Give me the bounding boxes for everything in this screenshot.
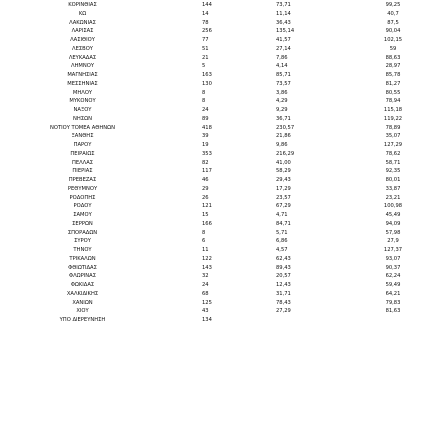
cases-cell: 14 xyxy=(202,10,209,17)
region-name-cell: ΡΕΘΥΜΝΟΥ xyxy=(67,185,98,192)
regional-cases-table xyxy=(0,1,424,325)
rate-cell: 78,89 xyxy=(385,124,401,131)
table-row xyxy=(0,264,424,273)
cases-cell: 43 xyxy=(202,308,209,315)
rate-cell: 33,87 xyxy=(385,185,401,192)
cases-cell: 418 xyxy=(202,124,212,131)
rate-cell: 80,01 xyxy=(385,177,401,183)
daily-average-cell: 5,71 xyxy=(276,229,288,236)
daily-average-cell: 4,14 xyxy=(276,63,288,70)
daily-average-cell: 4,29 xyxy=(276,98,288,105)
daily-average-cell: 3,86 xyxy=(276,89,288,96)
cases-cell: 24 xyxy=(202,107,209,113)
rate-cell: 87,5 xyxy=(387,19,399,26)
daily-average-cell: 36,43 xyxy=(276,19,291,26)
rate-cell: 85,78 xyxy=(385,72,401,78)
region-name-cell: ΜΑΓΝΗΣΙΑΣ xyxy=(67,72,98,78)
rate-cell: 58,71 xyxy=(385,159,401,166)
region-name-cell: ΝΑΞΟΥ xyxy=(73,107,92,113)
cases-cell: 6 xyxy=(202,238,206,245)
rate-cell: 27,9 xyxy=(387,238,399,245)
cases-cell: 29 xyxy=(202,185,209,192)
rate-cell: 78,94 xyxy=(385,98,401,105)
region-name-cell: ΠΡΕΒΕΖΑΣ xyxy=(68,177,97,183)
region-name-cell: ΠΙΕΡΙΑΣ xyxy=(72,168,93,175)
cases-cell: 78 xyxy=(202,19,209,26)
region-name-cell: ΚΟΡΙΝΘΙΑΣ xyxy=(68,2,97,8)
region-name-cell: ΜΥΚΟΝΟΥ xyxy=(69,98,96,105)
rate-cell: 81,63 xyxy=(385,308,401,315)
table-row xyxy=(0,211,424,220)
cases-cell: 8 xyxy=(202,89,206,96)
table-row xyxy=(0,106,424,115)
region-name-cell: ΛΑΡΙΣΑΣ xyxy=(71,28,94,35)
region-name-cell: ΦΘΙΩΤΙΔΑΣ xyxy=(68,264,97,271)
cases-cell: 21 xyxy=(202,54,209,61)
region-name-cell: ΜΗΛΟΥ xyxy=(72,89,93,96)
table-row xyxy=(0,45,424,54)
region-name-cell: ΧΑΝΙΩΝ xyxy=(72,299,93,306)
daily-average-cell: 27,14 xyxy=(276,45,291,52)
rate-cell: 99,25 xyxy=(385,2,401,8)
region-name-cell: ΦΛΩΡΙΝΑΣ xyxy=(69,273,96,280)
region-name-cell: ΛΕΥΚΑΔΑΣ xyxy=(68,54,97,61)
table-row xyxy=(0,281,424,290)
cases-cell: 134 xyxy=(202,317,212,323)
table-row xyxy=(0,80,424,89)
daily-average-cell: 7,86 xyxy=(276,54,288,61)
region-name-cell: ΧΑΛΚΙΔΙΚΗΣ xyxy=(66,290,99,297)
table-row xyxy=(0,36,424,45)
table-row xyxy=(0,97,424,106)
rate-cell: 119,22 xyxy=(383,115,403,122)
region-name-cell: ΛΑΚΩΝΙΑΣ xyxy=(69,19,96,26)
cases-cell: 143 xyxy=(202,264,212,271)
daily-average-cell: 4,71 xyxy=(276,212,288,218)
cases-cell: 125 xyxy=(202,299,212,306)
daily-average-cell: 6,86 xyxy=(276,238,288,245)
daily-average-cell: 36,71 xyxy=(276,115,291,122)
region-name-cell: ΣΠΟΡΑΔΩΝ xyxy=(67,229,98,236)
region-name-cell: ΛΕΣΒΟΥ xyxy=(72,45,93,52)
table-row xyxy=(0,229,424,238)
table-row xyxy=(0,307,424,316)
daily-average-cell: 135,14 xyxy=(276,28,295,35)
cases-cell: 163 xyxy=(202,72,212,78)
table-row xyxy=(0,167,424,176)
table-row xyxy=(0,290,424,299)
region-name-cell: ΣΕΡΡΩΝ xyxy=(72,220,93,227)
cases-cell: 82 xyxy=(202,159,209,166)
region-name-cell: ΛΗΜΝΟΥ xyxy=(70,63,95,70)
daily-average-cell: 230,57 xyxy=(276,124,295,131)
region-name-cell: ΣΑΜΟΥ xyxy=(73,212,92,218)
daily-average-cell: 31,71 xyxy=(276,290,291,297)
table-row xyxy=(0,185,424,194)
cases-cell: 46 xyxy=(202,177,209,183)
daily-average-cell: 85,71 xyxy=(276,72,291,78)
table-row xyxy=(0,124,424,133)
daily-average-cell: 84,71 xyxy=(276,220,291,227)
rate-cell: 64,21 xyxy=(385,290,401,297)
cases-cell: 122 xyxy=(202,255,212,262)
cases-cell: 39 xyxy=(202,133,209,140)
rate-cell: 28,97 xyxy=(385,63,401,70)
region-name-cell: ΠΕΛΛΑΣ xyxy=(71,159,94,166)
rate-cell: 59 xyxy=(389,45,397,52)
table-row xyxy=(0,255,424,264)
rate-cell: 45,49 xyxy=(385,212,401,218)
rate-cell: 80,55 xyxy=(385,89,401,96)
rate-cell: 90,04 xyxy=(385,28,401,35)
rate-cell: 62,24 xyxy=(385,273,401,280)
cases-cell: 353 xyxy=(202,150,212,157)
table-row xyxy=(0,176,424,185)
region-name-cell: ΝΟΤΙΟΥ ΤΟΜΕΑ ΑΘΗΝΩΝ xyxy=(49,124,116,131)
region-name-cell: ΠΑΡΟΥ xyxy=(73,142,92,148)
cases-cell: 15 xyxy=(202,212,209,218)
region-name-cell: ΤΡΙΚΑΛΩΝ xyxy=(69,255,96,262)
daily-average-cell: 20,57 xyxy=(276,273,291,280)
cases-cell: 51 xyxy=(202,45,209,52)
daily-average-cell: 73,57 xyxy=(276,80,291,87)
table-row xyxy=(0,194,424,203)
table-row xyxy=(0,10,424,19)
cases-cell: 68 xyxy=(202,290,209,297)
cases-cell: 166 xyxy=(202,220,212,227)
daily-average-cell: 29,43 xyxy=(276,177,291,183)
cases-cell: 19 xyxy=(202,142,209,148)
daily-average-cell: 27,29 xyxy=(276,308,291,315)
region-name-cell: ΝΗΣΩΝ xyxy=(73,115,92,122)
cases-cell: 117 xyxy=(202,168,212,175)
region-name-cell: ΚΩ xyxy=(78,10,87,17)
region-name-cell: ΡΟΔΟΠΗΣ xyxy=(69,194,96,201)
daily-average-cell: 73,71 xyxy=(276,2,291,8)
cases-cell: 256 xyxy=(202,28,212,35)
cases-cell: 144 xyxy=(202,2,212,8)
cases-cell: 11 xyxy=(202,247,209,253)
table-row xyxy=(0,62,424,71)
table-row xyxy=(0,132,424,141)
daily-average-cell: 17,29 xyxy=(276,185,291,192)
daily-average-cell: 11,14 xyxy=(276,10,291,17)
table-row xyxy=(0,1,424,10)
cases-cell: 130 xyxy=(202,80,212,87)
daily-average-cell: 4,57 xyxy=(276,247,288,253)
daily-average-cell: 216,29 xyxy=(276,150,295,157)
daily-average-cell: 41,57 xyxy=(276,37,291,43)
daily-average-cell: 67,29 xyxy=(276,203,291,210)
rate-cell: 78,62 xyxy=(385,150,401,157)
cases-cell: 26 xyxy=(202,194,209,201)
daily-average-cell: 9,86 xyxy=(276,142,288,148)
cases-cell: 121 xyxy=(202,203,212,210)
rate-cell: 81,27 xyxy=(385,80,401,87)
table-row xyxy=(0,202,424,211)
region-name-cell: ΧΙΟΥ xyxy=(76,308,89,315)
region-name-cell: ΥΠΟ ΔΙΕΡΕΥΝΗΣΗ xyxy=(59,317,106,323)
daily-average-cell: 21,86 xyxy=(276,133,291,140)
region-name-cell: ΠΕΙΡΑΙΩΣ xyxy=(70,150,95,157)
region-name-cell: ΦΩΚΙΔΑΣ xyxy=(70,282,95,288)
rate-cell: 127,29 xyxy=(383,142,403,148)
table-row xyxy=(0,220,424,229)
table-row xyxy=(0,246,424,255)
table-row xyxy=(0,71,424,80)
rate-cell: 23,21 xyxy=(385,194,401,201)
rate-cell: 59,49 xyxy=(385,282,401,288)
region-name-cell: ΞΑΝΘΗΣ xyxy=(71,133,94,140)
cases-cell: 24 xyxy=(202,282,209,288)
rate-cell: 93,07 xyxy=(385,255,401,262)
daily-average-cell: 78,43 xyxy=(276,299,291,306)
table-row xyxy=(0,27,424,36)
rate-cell: 35,07 xyxy=(385,133,401,140)
daily-average-cell: 58,29 xyxy=(276,168,291,175)
cases-cell: 77 xyxy=(202,37,209,43)
region-name-cell: ΡΟΔΟΥ xyxy=(73,203,92,210)
rate-cell: 115,18 xyxy=(383,107,403,113)
cases-cell: 5 xyxy=(202,63,206,70)
rate-cell: 92,35 xyxy=(385,168,401,175)
daily-average-cell: 23,57 xyxy=(276,194,291,201)
rate-cell: 88,63 xyxy=(385,54,401,61)
region-name-cell: ΤΗΝΟΥ xyxy=(73,247,92,253)
region-name-cell: ΜΕΣΣΗΝΙΑΣ xyxy=(67,80,98,87)
cases-cell: 89 xyxy=(202,115,209,122)
rate-cell: 127,37 xyxy=(383,247,403,253)
region-name-cell: ΛΑΣΙΘΙΟΥ xyxy=(70,37,95,43)
table-row xyxy=(0,299,424,308)
daily-average-cell: 9,29 xyxy=(276,107,288,113)
table-row xyxy=(0,150,424,159)
rate-cell: 57,98 xyxy=(385,229,401,236)
rate-cell: 79,83 xyxy=(385,299,401,306)
table-row xyxy=(0,19,424,28)
rate-cell: 94,09 xyxy=(385,220,401,227)
cases-cell: 8 xyxy=(202,98,206,105)
table-row xyxy=(0,89,424,98)
table-row xyxy=(0,115,424,124)
rate-cell: 102,15 xyxy=(383,37,403,43)
table-row xyxy=(0,272,424,281)
table-row xyxy=(0,141,424,150)
table-row xyxy=(0,316,424,325)
table-row xyxy=(0,159,424,168)
daily-average-cell: 89,43 xyxy=(276,264,291,271)
rate-cell: 40,7 xyxy=(387,10,399,17)
cases-cell: 8 xyxy=(202,229,206,236)
region-name-cell: ΣΥΡΟΥ xyxy=(74,238,91,245)
daily-average-cell: 12,43 xyxy=(276,282,291,288)
daily-average-cell: 62,43 xyxy=(276,255,291,262)
cases-cell: 32 xyxy=(202,273,209,280)
table-row xyxy=(0,237,424,246)
daily-average-cell: 41,00 xyxy=(276,159,291,166)
table-row xyxy=(0,54,424,63)
rate-cell: 100,98 xyxy=(383,203,403,210)
rate-cell: 90,37 xyxy=(385,264,401,271)
